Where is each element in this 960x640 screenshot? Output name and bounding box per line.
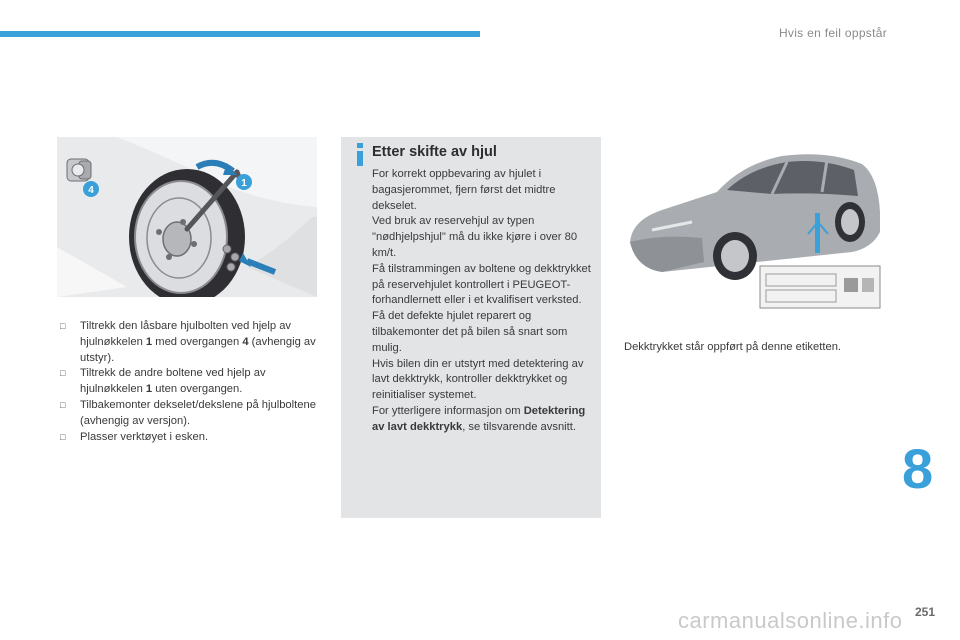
list-item-text: uten overgangen.	[152, 383, 243, 396]
list-item-bold: 1	[145, 335, 153, 348]
car-tyre-label-illustration	[622, 142, 884, 312]
list-item-text: Plasser verktøyet i esken.	[80, 430, 209, 443]
header-accent-bar	[0, 31, 480, 37]
car-caption: Dekktrykket står oppført på denne etiketten.	[624, 341, 842, 353]
info-box-title: Etter skifte av hjul	[372, 144, 497, 160]
page-header-title: Hvis en feil oppstår	[778, 26, 887, 40]
checkbox-bullet-icon: □	[60, 321, 66, 331]
wheel-bolt-illustration	[57, 137, 317, 297]
info-icon	[353, 143, 367, 167]
info-box-body	[372, 167, 597, 436]
info-box	[341, 137, 601, 518]
list-item-text: Tiltrekk de andre boltene ved hjelp av hjulnøkkelen	[80, 367, 266, 396]
list-item-text: Tiltrekk den låsbare hjulbolten ved hjelp av hjulnøkkelen	[80, 320, 292, 348]
page-number: 251	[914, 605, 935, 619]
checkbox-bullet-icon: □	[60, 399, 66, 410]
instruction-list	[58, 319, 318, 445]
info-paragraph: Ved bruk av reservehjul av typen "nødhjelpshjul" må du ikke kjøre i over 80 km/t.	[372, 215, 578, 259]
info-text: , se tilsvarende avsnitt.	[462, 420, 576, 433]
list-item	[58, 366, 318, 398]
list-item-text: med overgangen	[152, 335, 243, 348]
watermark: carmanualsonline.info	[678, 608, 903, 633]
list-item	[58, 430, 318, 446]
checkbox-bullet-icon: □	[60, 368, 66, 379]
info-text: For ytterligere informasjon om	[372, 404, 524, 417]
list-item	[58, 319, 318, 366]
list-item	[58, 398, 318, 430]
callout-4: 4	[88, 185, 94, 196]
list-item-bold: 1	[145, 383, 153, 396]
cross-reference-link: Detektering av lavt dekktrykk	[372, 404, 586, 433]
list-item-bold: 4	[242, 335, 249, 348]
list-item-text: Tilbakemonter dekselet/dekslene på hjulboltene (avhengig av versjon).	[80, 398, 316, 427]
info-paragraph: Få tilstrammingen av boltene og dekktrykket på reservehjulet kontrollert i PEUGEOT-forhandlernett eller i et kvalifisert verksted.	[372, 262, 591, 307]
info-paragraph: Få det defekte hjulet reparert og tilbakemonter det på bilen så snart som mulig.	[372, 310, 568, 354]
chapter-number: 8	[902, 437, 934, 500]
list-item-text: (avhengig av utstyr).	[80, 335, 316, 364]
checkbox-bullet-icon: □	[60, 431, 66, 442]
info-paragraph	[372, 404, 597, 436]
info-paragraph: For korrekt oppbevaring av hjulet i bagasjerommet, fjern først det midtre dekselet.	[372, 168, 556, 212]
callout-1: 1	[241, 178, 247, 189]
info-paragraph: Hvis bilen din er utstyrt med detektering av lavt dekktrykk, kontroller dekktrykket og reinitialiser systemet.	[372, 357, 584, 402]
